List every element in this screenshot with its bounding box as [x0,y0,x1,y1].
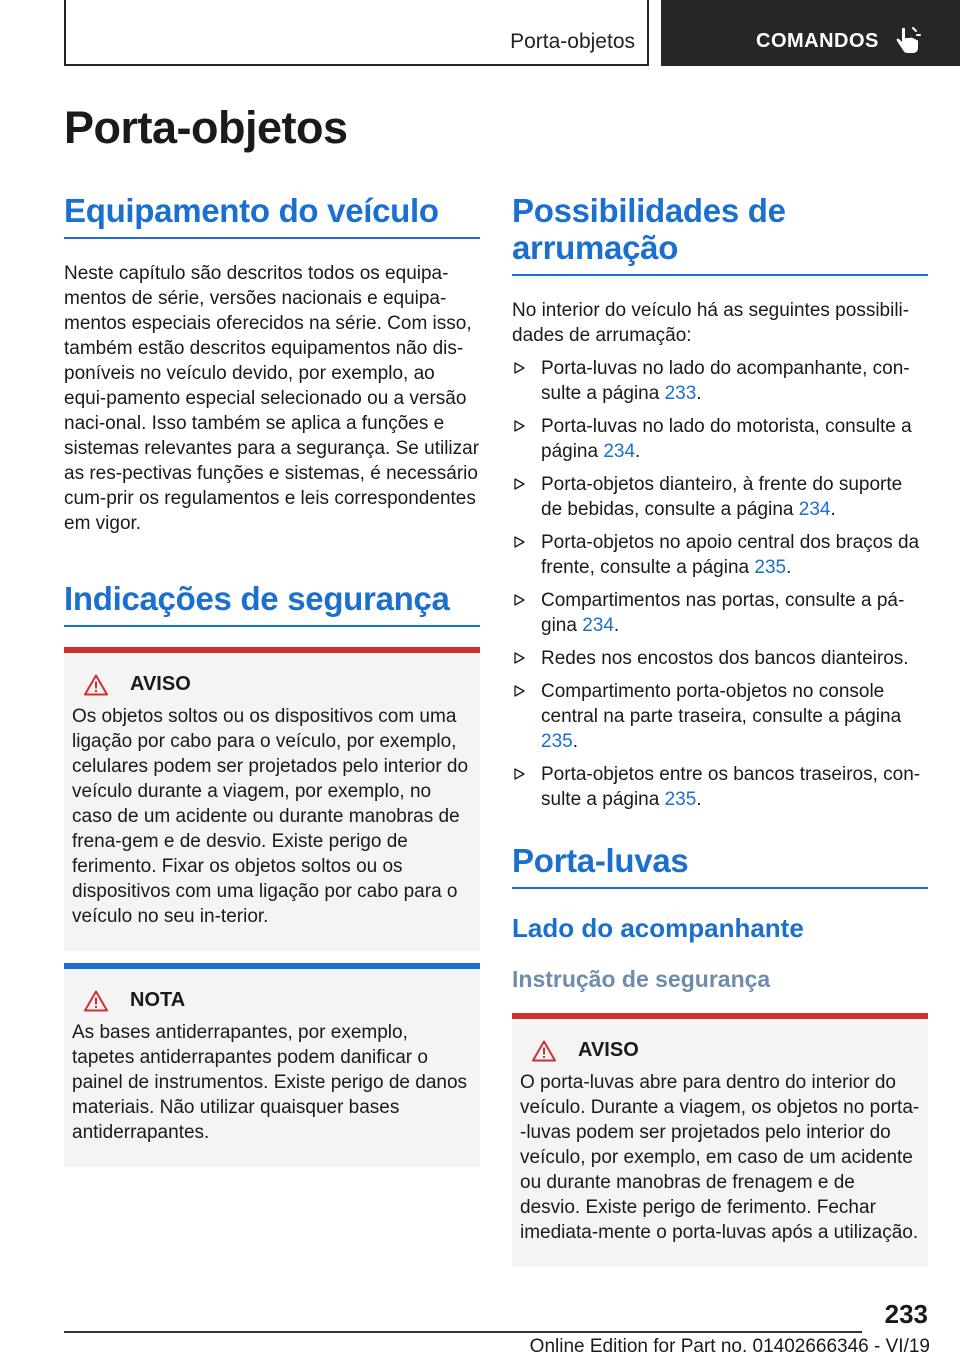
heading-storage-options: Possibilidades de arrumação [512,192,928,276]
list-item-text: Porta-luvas no lado do motorista, consulte a página [541,416,912,462]
list-item-end: . [572,731,578,752]
note-title: NOTA [130,989,186,1011]
bullet-triangle-icon [514,594,525,606]
page-title: Porta-objetos [64,102,348,153]
heading-vehicle-equipment: Equipamento do veículo [64,192,480,239]
storage-list [512,356,928,812]
header-title-box [64,0,649,66]
page-reference-link[interactable]: 235 [541,731,573,752]
bullet-triangle-icon [514,536,525,548]
list-item-text: Redes nos encostos dos bancos dianteiros. [541,648,909,669]
bullet-triangle-icon [514,420,525,432]
glovebox-warning-text: O porta-luvas abre para dentro do interior do veículo. Durante a viagem, os objetos no porta--luvas podem ser projetados pelo interior do veículo, por exemplo, em caso de um acidente ou durante manobras de frenagem e de desvio. Existe perigo de ferimento. Fechar imediata-mente o porta-luvas após a utilização. [520,1072,920,1243]
equipment-paragraph: Neste capítulo são descritos todos os equipa-mentos de série, versões nacionais e equipa-mentos especiais oferecidos na série. Com isso, também estão descritos equipamentos não dis-poníveis no veículo devido, por exemplo, ao equi-pamento especial selecionado ou a versão naci-onal. Isso também se aplica a funções e sistemas relevantes para a segurança. Se utilizar as res-pectivas funções e sistemas, é necessário cum-prir os regulamentos e leis correspondentes em vigor. [64,263,480,534]
page-reference-link[interactable]: 234 [798,499,831,520]
bullet-triangle-icon [514,362,525,374]
bullet-triangle-icon [514,478,525,490]
right-column [512,192,928,1267]
page-reference-link[interactable]: 235 [754,557,787,578]
left-column [64,192,480,1167]
page-reference-link[interactable]: 234 [582,615,614,636]
list-item-end: . [696,383,702,404]
warning-triangle-icon [532,1040,556,1062]
warning-title: AVISO [130,673,191,695]
bullet-triangle-icon [514,768,525,780]
list-item-text: Porta-objetos dianteiro, à frente do suporte de bebidas, consulte a página [541,474,903,520]
heading-passenger-side: Lado do acompanhante [512,913,804,943]
note-text: As bases antiderrapantes, por exemplo, tapetes antiderrapantes podem danificar o painel de instrumentos. Existe perigo de danos materiais. Não utilizar quaisquer bases antiderrapantes. [72,1022,468,1143]
glovebox-warning-header [520,1039,920,1062]
list-item-text: Compartimento porta-objetos no console central na parte traseira, consulte a página [541,681,902,727]
list-item [512,356,928,406]
bullet-triangle-icon [514,652,525,664]
list-item [512,588,928,638]
heading-glovebox: Porta-luvas [512,842,928,889]
page-reference-link[interactable]: 235 [664,789,697,810]
list-item-text: Porta-objetos entre os bancos traseiros, con-sulte a página [541,764,921,810]
glovebox-warning-title: AVISO [578,1039,639,1061]
list-item [512,414,928,464]
page-number: 233 [884,1299,928,1329]
glovebox-warning-box [512,1013,928,1267]
list-item [512,530,928,580]
list-item [512,472,928,522]
page-reference-link[interactable]: 233 [664,383,697,404]
note-box [64,963,480,1167]
running-title: Porta-objetos [510,30,635,53]
pointing-hand-icon [893,26,923,56]
warning-box [64,647,480,951]
edition-footer: Online Edition for Part no. 01402666346 - VI/19 [529,1336,930,1357]
heading-safety-instruction: Instrução de segurança [512,966,771,992]
warning-text: Os objetos soltos ou os dispositivos com uma ligação por cabo para o veículo, por exemplo, celulares podem ser projetados pelo interior do veículo durante a viagem, por exemplo, no caso de um acidente ou durante manobras de frena-gem e de desvio. Existe perigo de ferimento. Fixar os objetos soltos ou os dispositivos com uma ligação por cabo para o veículo no seu in-terior. [72,706,469,927]
list-item-text: Compartimentos nas portas, consulte a pá-gina [541,590,905,636]
list-item [512,762,928,812]
list-item-end: . [830,499,836,520]
heading-safety-notes: Indicações de segurança [64,580,480,627]
note-header [72,989,472,1012]
warning-triangle-icon [84,674,108,696]
warning-triangle-icon [84,990,108,1012]
list-item-text: Porta-luvas no lado do acompanhante, con-sulte a página [541,358,910,404]
page-reference-link[interactable]: 234 [603,441,636,462]
list-item [512,679,928,754]
footer-divider [64,1331,862,1333]
bullet-triangle-icon [514,685,525,697]
list-item-text: Porta-objetos no apoio central dos braços da frente, consulte a página [541,532,920,578]
list-item-end: . [613,615,620,636]
list-item-end: . [696,789,702,810]
section-label: COMANDOS [756,30,879,52]
list-item-end: . [786,557,792,578]
storage-intro: No interior do veículo há as seguintes possibili-dades de arrumação: [512,300,910,346]
list-item [512,646,928,671]
header-section-box [661,0,960,66]
list-item-end: . [635,441,641,462]
warning-header [72,673,472,696]
